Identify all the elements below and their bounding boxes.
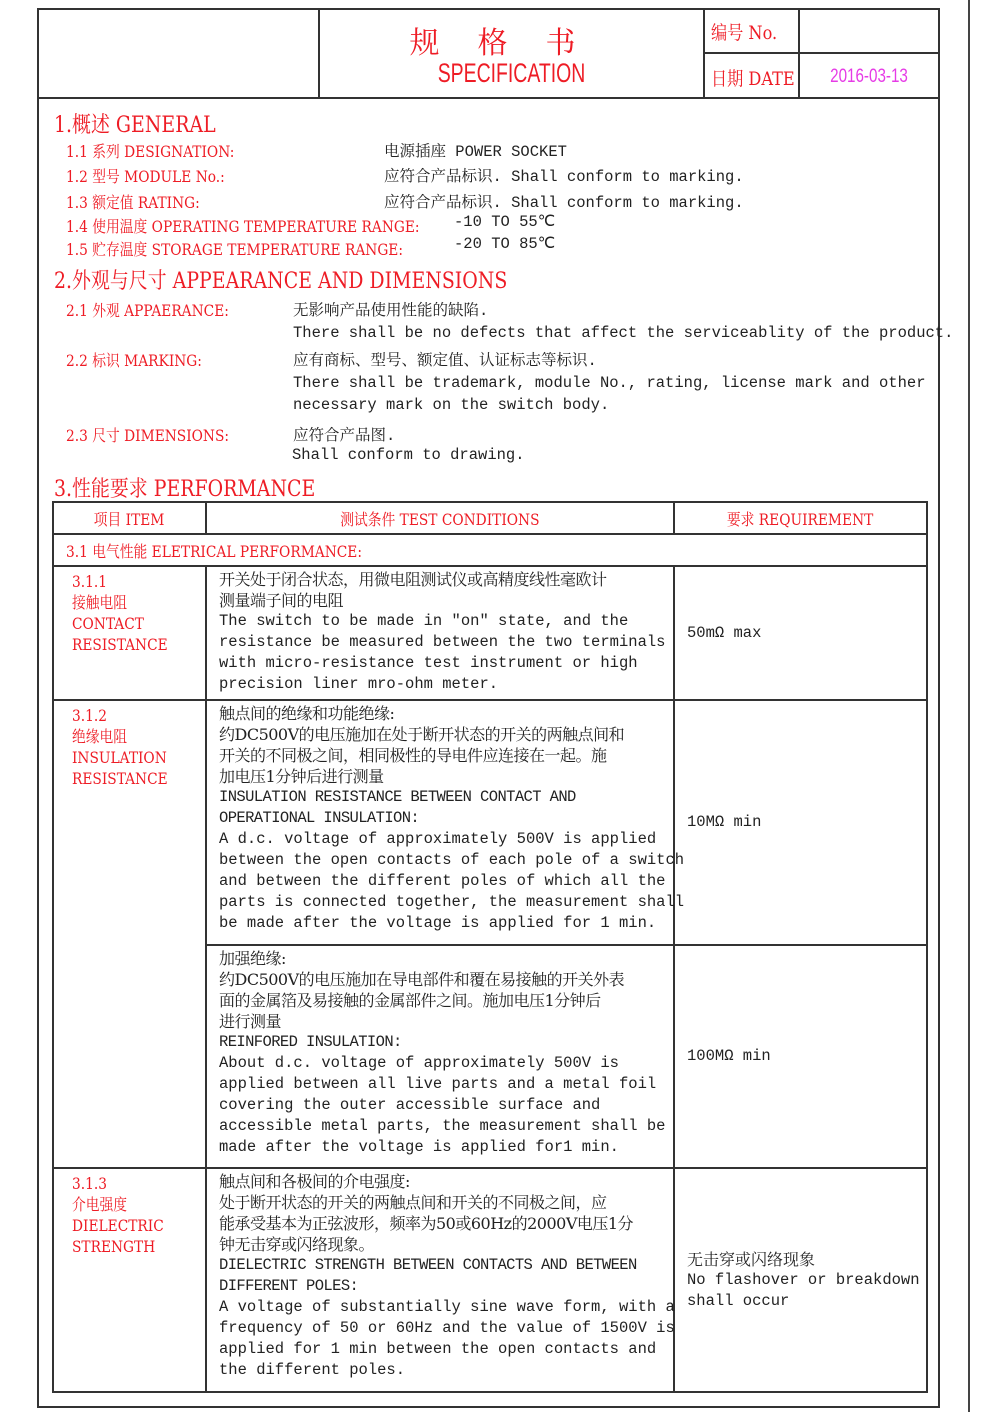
- appearance-value-en: There shall be no defects that affect the serviceablity of the product.: [293, 324, 954, 342]
- general-label-module: 1.2 型号 MODULE No.:: [66, 167, 225, 186]
- dimensions-value-cn: 应符合产品图.: [293, 427, 396, 445]
- item-dielectric-strength: 3.1.3 介电强度 DIELECTRIC STRENGTH: [53, 1168, 206, 1392]
- table-row: [53, 1168, 927, 1392]
- number-value-cell: [800, 8, 938, 54]
- conditions-contact-resistance: 开关处于闭合状态，用微电阻测试仪或高精度线性毫欧计 测量端子间的电阻 The switch to be made in "on" state, and the resistance be measured between the two terminals with micro-resistance test instrument or high precision liner mro-ohm meter.: [206, 566, 674, 700]
- requirement-reinforced-insulation: 100MΩ min: [674, 945, 927, 1168]
- date-label: 日期 DATE: [711, 68, 795, 90]
- title-cell: [320, 8, 705, 97]
- dimensions-label: 2.3 尺寸 DIMENSIONS:: [66, 426, 230, 445]
- subsection-electrical: 3.1 电气性能 ELETRICAL PERFORMANCE:: [53, 534, 927, 566]
- conditions-reinforced-insulation: 加强绝缘: 约DC500V的电压施加在导电部件和覆在易接触的开关外表 面的金属箔及易接触的金属部件之间。施加电压1分钟后 进行测量 REINFORED INSULATION: About d.c. voltage of approximately 500V is applied between all live parts and a metal foil covering the outer accessible surface and accessible metal parts, the measurement shall be made after the voltage is applied for1 min.: [206, 945, 674, 1168]
- performance-table: [52, 501, 928, 1393]
- section-appearance-heading: 2.外观与尺寸 APPEARANCE AND DIMENSIONS: [54, 269, 508, 294]
- general-label-operating-temp: 1.4 使用温度 OPERATING TEMPERATURE RANGE:: [66, 217, 420, 236]
- section-performance-heading: 3.性能要求 PERFORMANCE: [54, 477, 316, 502]
- marking-value-cn: 应有商标、型号、额定值、认证标志等标识.: [293, 352, 597, 370]
- number-label: 编号 No.: [711, 22, 778, 44]
- header-item: 项目 ITEM: [53, 502, 206, 534]
- item-contact-resistance: 3.1.1 接触电阻 CONTACT RESISTANCE: [53, 566, 206, 700]
- page-edge-line: [968, 0, 970, 1412]
- general-value-storage-temp: -20 TO 85℃: [454, 235, 556, 253]
- header-requirement: 要求 REQUIREMENT: [674, 502, 927, 534]
- number-label-cell: [705, 8, 800, 54]
- general-label-designation: 1.1 系列 DESIGNATION:: [66, 142, 235, 161]
- requirement-functional-insulation: 10MΩ min: [674, 700, 927, 945]
- appearance-label: 2.1 外观 APPAERANCE:: [66, 301, 229, 320]
- date-value-cell: [800, 54, 938, 97]
- general-value-rating: 应符合产品标识. Shall conform to marking.: [384, 194, 744, 212]
- table-header-row: [53, 502, 927, 534]
- date-label-cell: [705, 54, 800, 97]
- marking-value-en-2: necessary mark on the switch body.: [293, 396, 610, 414]
- conditions-functional-insulation: 触点间的绝缘和功能绝缘: 约DC500V的电压施加在处于断开状态的开关的两触点间和 开关的不同极之间，相同极性的导电件应连接在一起。施 加电压1分钟后进行测量 INSULATION RESISTANCE BETWEEN CONTACT AND OPERATIONAL INSULATION: A d.c. voltage of approximately 500V is applied between the open contacts of each pole of a switch and between the different poles of which all the parts is connected together, the measurement shall be made after the voltage is applied for 1 min.: [206, 700, 674, 945]
- table-row: [53, 566, 927, 700]
- subsection-row: [53, 534, 927, 566]
- marking-value-en-1: There shall be trademark, module No., rating, license mark and other: [293, 374, 926, 392]
- conditions-dielectric-strength: 触点间和各极间的介电强度: 处于断开状态的开关的两触点间和开关的不同极之间，应 能承受基本为正弦波形，频率为50或60Hz的2000V电压1分 钟无击穿或闪络现象。 DIELECTRIC STRENGTH BETWEEN CONTACTS AND BETWEEN DIFFERENT POLES: A voltage of substantially sine wave form, with a frequency of 50 or 60Hz and the value of 1500V is applied for 1 min between the open contacts and the different poles.: [206, 1168, 674, 1392]
- general-label-rating: 1.3 额定值 RATING:: [66, 193, 200, 212]
- title-chinese: 规格书: [409, 26, 614, 61]
- requirement-dielectric-strength: 无击穿或闪络现象 No flashover or breakdown shall occur: [674, 1168, 927, 1392]
- general-value-operating-temp: -10 TO 55℃: [454, 213, 556, 231]
- appearance-value-cn: 无影响产品使用性能的缺陷.: [293, 302, 489, 320]
- table-row: [53, 700, 927, 945]
- spec-header: [37, 8, 940, 99]
- dimensions-value-en: Shall conform to drawing.: [292, 446, 525, 464]
- requirement-contact-resistance: 50mΩ max: [674, 566, 927, 700]
- logo-cell: [37, 8, 320, 97]
- date-value: 2016-03-13: [830, 66, 908, 87]
- header-conditions: 测试条件 TEST CONDITIONS: [206, 502, 674, 534]
- marking-label: 2.2 标识 MARKING:: [66, 351, 202, 370]
- general-value-designation: 电源插座 POWER SOCKET: [384, 143, 567, 161]
- item-insulation-resistance: 3.1.2 绝缘电阻 INSULATION RESISTANCE: [53, 700, 206, 1168]
- general-label-storage-temp: 1.5 贮存温度 STORAGE TEMPERATURE RANGE:: [66, 240, 403, 259]
- general-value-module: 应符合产品标识. Shall conform to marking.: [384, 168, 744, 186]
- title-english: SPECIFICATION: [437, 58, 586, 88]
- section-general-heading: 1.概述 GENERAL: [54, 113, 216, 138]
